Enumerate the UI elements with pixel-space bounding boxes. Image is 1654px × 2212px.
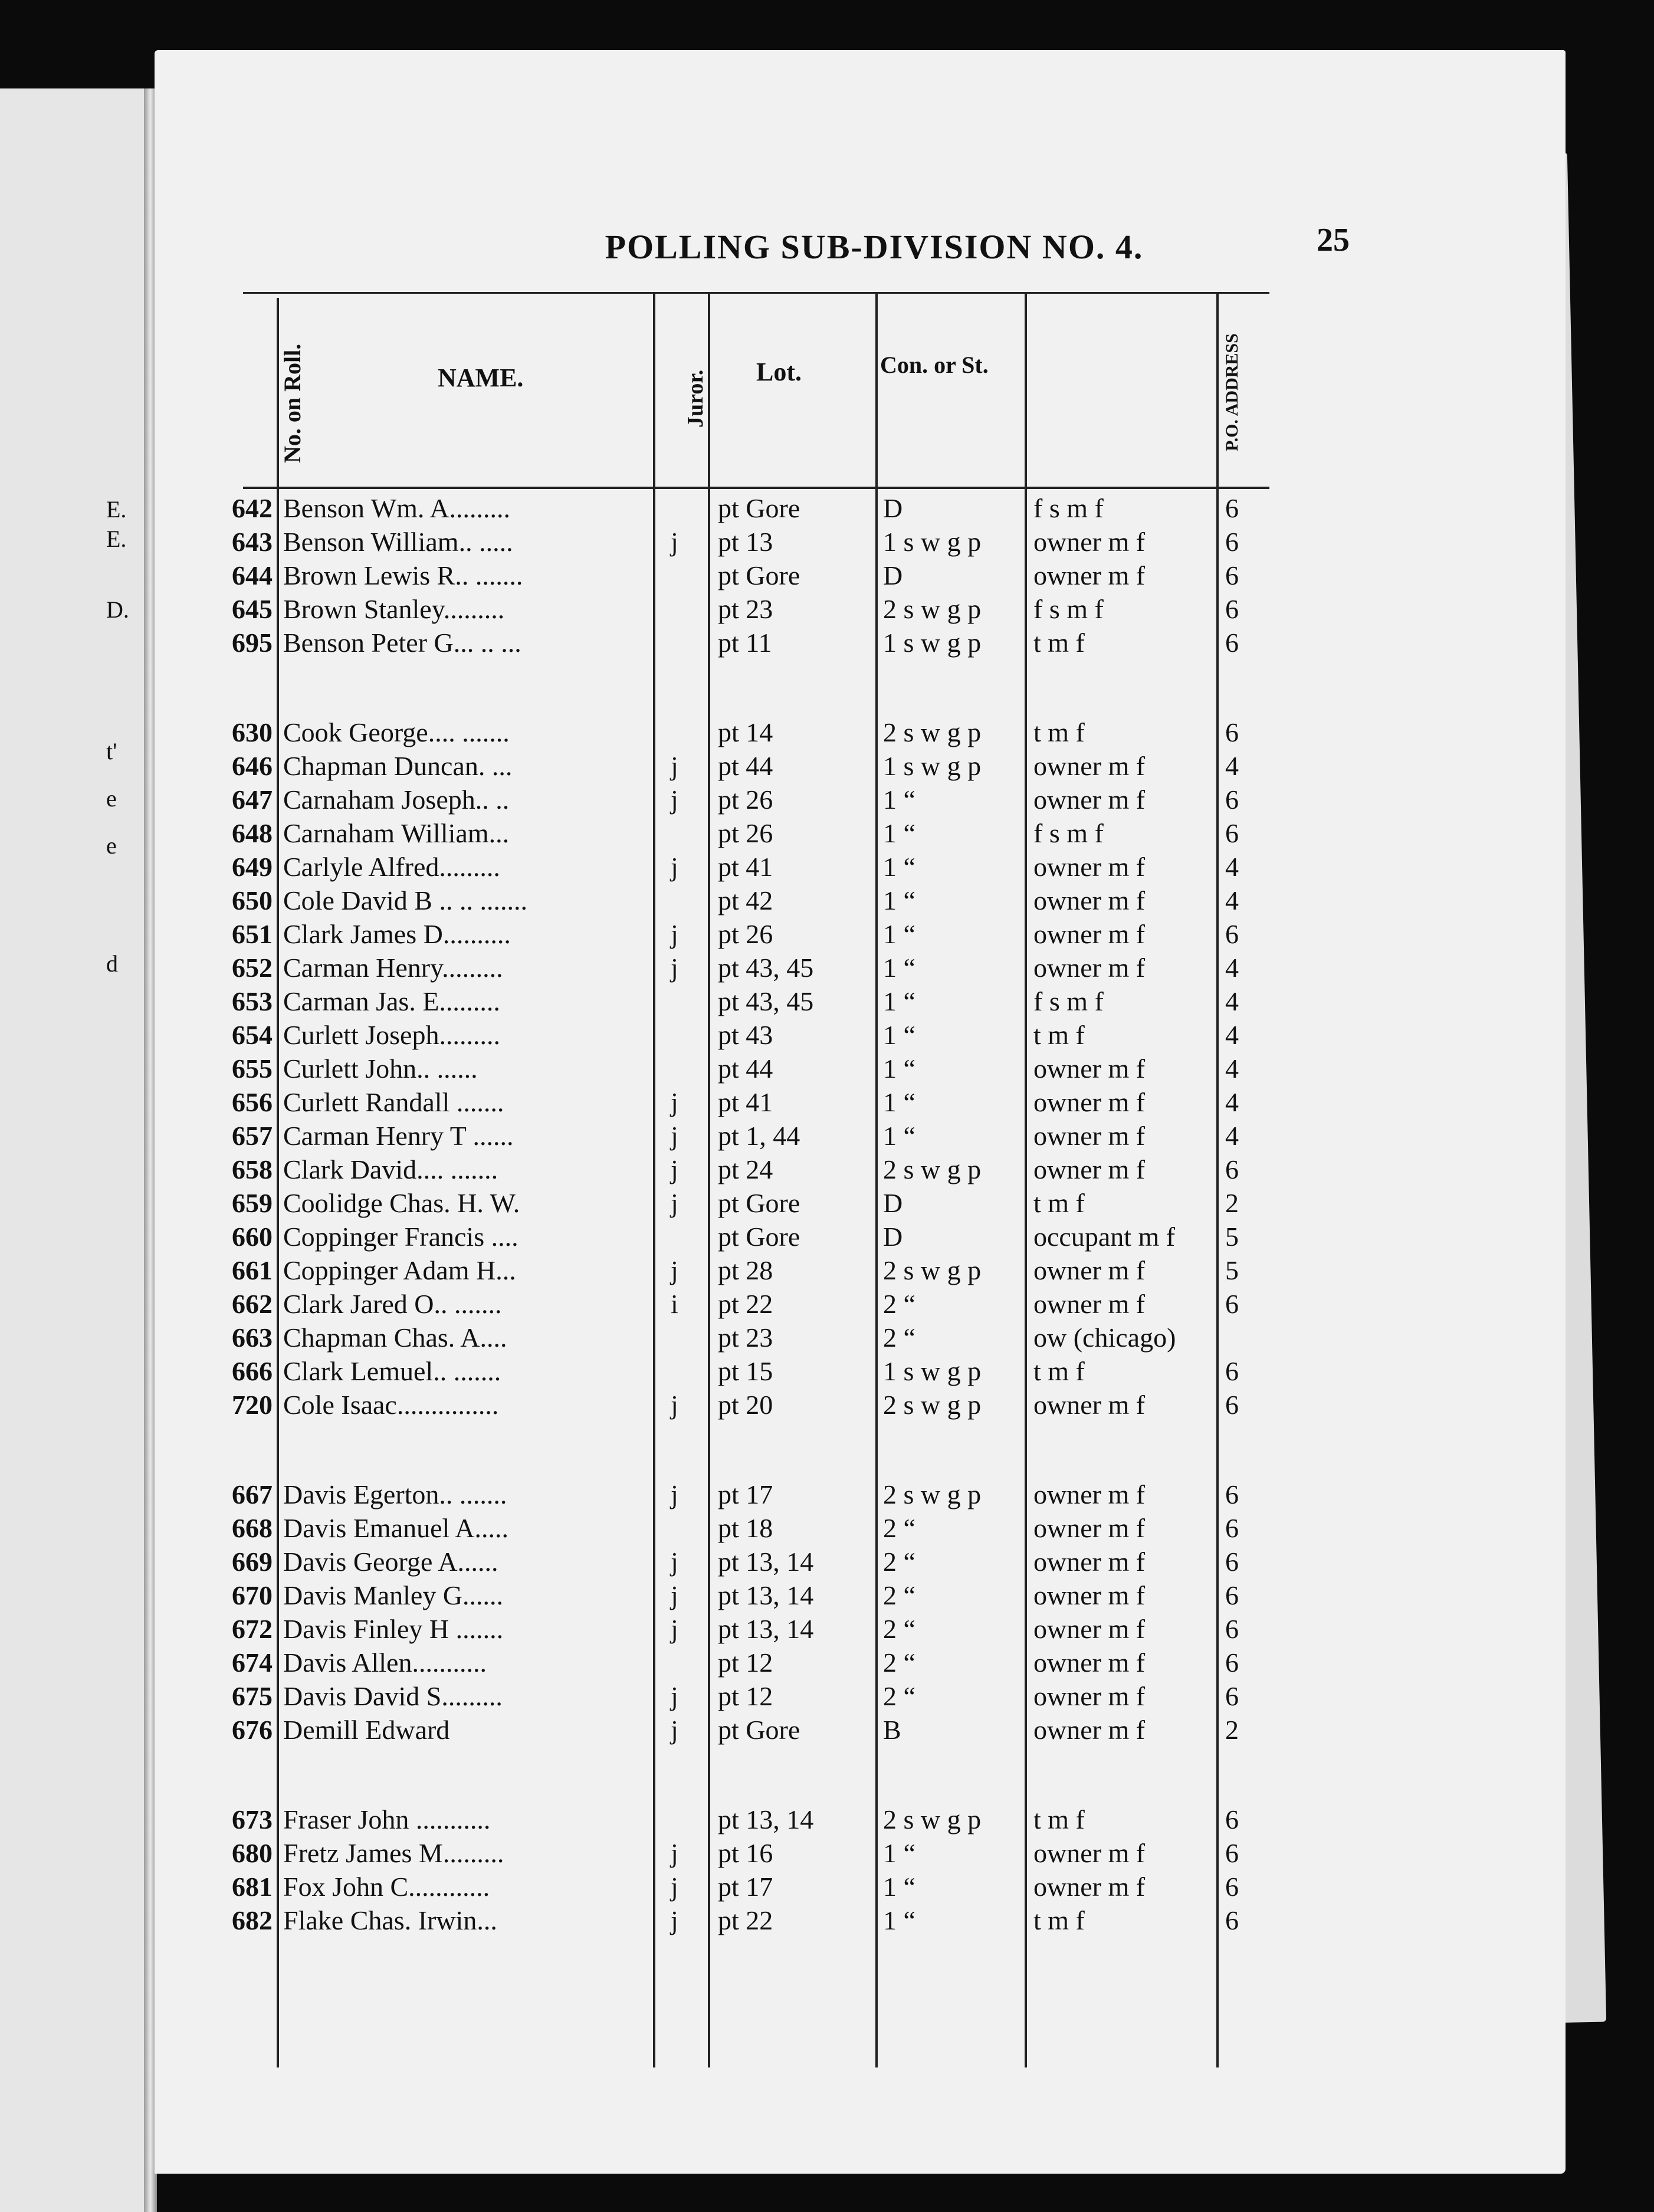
- roll-number: 695: [232, 628, 273, 658]
- po-address-value: 6: [1225, 1681, 1239, 1711]
- status-value: ow (chicago): [1033, 1322, 1176, 1353]
- roll-number: 676: [232, 1715, 273, 1745]
- concession-value: 2 s w g p: [883, 1255, 982, 1285]
- roll-number: 652: [232, 953, 273, 983]
- roll-number: 630: [232, 717, 273, 747]
- voter-name: Carnaham Joseph.. ..: [283, 785, 510, 815]
- concession-value: 1 “: [883, 1087, 915, 1117]
- po-address-value: 6: [1225, 717, 1239, 747]
- roll-number: 668: [232, 1513, 273, 1543]
- juror-mark: j: [671, 1715, 678, 1745]
- voter-name: Curlett Joseph.........: [283, 1020, 500, 1050]
- juror-mark: j: [671, 1905, 678, 1935]
- po-address-value: 6: [1225, 527, 1239, 557]
- concession-value: 1 “: [883, 1905, 915, 1935]
- roll-number: 661: [232, 1255, 273, 1285]
- voter-name: Brown Stanley.........: [283, 594, 505, 624]
- lot-value: pt 11: [718, 628, 772, 658]
- left-page-text-fragment: e: [106, 832, 117, 859]
- lot-value: pt 12: [718, 1647, 773, 1678]
- po-address-value: 4: [1225, 986, 1239, 1016]
- lot-value: pt 15: [718, 1356, 773, 1386]
- voter-name: Cole David B .. .. .......: [283, 885, 527, 915]
- status-value: owner m f: [1033, 1715, 1146, 1745]
- juror-mark: j: [671, 1681, 678, 1711]
- status-value: t m f: [1033, 1356, 1085, 1386]
- concession-value: B: [883, 1715, 901, 1745]
- voter-name: Coolidge Chas. H. W.: [283, 1188, 520, 1218]
- lot-value: pt 12: [718, 1681, 773, 1711]
- concession-value: 1 s w g p: [883, 527, 982, 557]
- roll-number: 660: [232, 1222, 273, 1252]
- voter-name: Coppinger Francis ....: [283, 1222, 518, 1252]
- voter-name: Clark David.... .......: [283, 1154, 498, 1184]
- lot-value: pt 43: [718, 1020, 773, 1050]
- juror-mark: j: [671, 919, 678, 949]
- lot-value: pt Gore: [718, 493, 800, 523]
- concession-value: 2 “: [883, 1547, 915, 1577]
- rule-after-juror: [708, 292, 710, 2067]
- juror-mark: j: [671, 852, 678, 882]
- concession-value: 2 s w g p: [883, 1154, 982, 1184]
- po-address-value: 5: [1225, 1222, 1239, 1252]
- concession-value: 1 “: [883, 1121, 915, 1151]
- left-page-text-fragment: d: [106, 950, 118, 977]
- roll-number: 648: [232, 818, 273, 848]
- status-value: owner m f: [1033, 1087, 1146, 1117]
- col-no-on-roll: No. on Roll.: [279, 343, 306, 463]
- voter-name: Cole Isaac...............: [283, 1390, 499, 1420]
- po-address-value: 6: [1225, 1905, 1239, 1935]
- lot-value: pt 22: [718, 1905, 773, 1935]
- lot-value: pt 26: [718, 919, 773, 949]
- status-value: f s m f: [1033, 493, 1104, 523]
- status-value: owner m f: [1033, 1121, 1146, 1151]
- po-address-value: 4: [1225, 953, 1239, 983]
- roll-number: 663: [232, 1322, 273, 1353]
- roll-number: 670: [232, 1580, 273, 1610]
- po-address-value: 6: [1225, 594, 1239, 624]
- concession-value: 2 s w g p: [883, 1804, 982, 1834]
- po-address-value: 6: [1225, 1580, 1239, 1610]
- juror-mark: j: [671, 1838, 678, 1868]
- po-address-value: 5: [1225, 1255, 1239, 1285]
- roll-number: 674: [232, 1647, 273, 1678]
- roll-number: 654: [232, 1020, 273, 1050]
- roll-number: 658: [232, 1154, 273, 1184]
- po-address-value: 6: [1225, 1804, 1239, 1834]
- concession-value: 1 s w g p: [883, 1356, 982, 1386]
- voter-name: Carman Jas. E.........: [283, 986, 500, 1016]
- juror-mark: j: [671, 1087, 678, 1117]
- concession-value: 1 “: [883, 1054, 915, 1084]
- status-value: owner m f: [1033, 527, 1146, 557]
- roll-number: 680: [232, 1838, 273, 1868]
- lot-value: pt 13, 14: [718, 1547, 814, 1577]
- status-value: owner m f: [1033, 919, 1146, 949]
- po-address-value: 2: [1225, 1188, 1239, 1218]
- lot-value: pt 43, 45: [718, 986, 814, 1016]
- po-address-value: 6: [1225, 628, 1239, 658]
- po-address-value: 6: [1225, 1647, 1239, 1678]
- lot-value: pt 41: [718, 852, 773, 882]
- status-value: t m f: [1033, 1905, 1085, 1935]
- concession-value: 2 “: [883, 1647, 915, 1678]
- status-value: owner m f: [1033, 785, 1146, 815]
- rule-after-lot: [875, 292, 878, 2067]
- rule-after-no: [277, 298, 279, 2067]
- roll-number: 653: [232, 986, 273, 1016]
- roll-number: 672: [232, 1614, 273, 1644]
- roll-number: 655: [232, 1054, 273, 1084]
- voter-name: Chapman Duncan. ...: [283, 751, 513, 781]
- roll-number: 659: [232, 1188, 273, 1218]
- status-value: t m f: [1033, 628, 1085, 658]
- col-po-address: P.O. ADDRESS: [1222, 333, 1242, 451]
- document-page: [155, 50, 1566, 2174]
- lot-value: pt 16: [718, 1838, 773, 1868]
- juror-mark: j: [671, 1479, 678, 1509]
- lot-value: pt 22: [718, 1289, 773, 1319]
- concession-value: D: [883, 493, 903, 523]
- juror-mark: j: [671, 1580, 678, 1610]
- po-address-value: 4: [1225, 1121, 1239, 1151]
- roll-number: 656: [232, 1087, 273, 1117]
- voter-name: Fraser John ...........: [283, 1804, 491, 1834]
- juror-mark: j: [671, 1390, 678, 1420]
- concession-value: 2 s w g p: [883, 1479, 982, 1509]
- voter-name: Chapman Chas. A....: [283, 1322, 507, 1353]
- roll-number: 649: [232, 852, 273, 882]
- voter-name: Davis Manley G......: [283, 1580, 504, 1610]
- concession-value: 2 “: [883, 1614, 915, 1644]
- voter-name: Fox John C............: [283, 1872, 490, 1902]
- status-value: owner m f: [1033, 1154, 1146, 1184]
- lot-value: pt 14: [718, 717, 773, 747]
- left-page-text-fragment: D.: [106, 596, 129, 623]
- status-value: t m f: [1033, 1020, 1085, 1050]
- page-header: POLLING SUB-DIVISION NO. 4.: [605, 228, 1144, 266]
- rule-before-po: [1216, 292, 1219, 2067]
- roll-number: 646: [232, 751, 273, 781]
- concession-value: 1 “: [883, 986, 915, 1016]
- col-juror: Juror.: [683, 369, 708, 428]
- left-page-text-fragment: E.: [106, 496, 127, 523]
- lot-value: pt 44: [718, 751, 773, 781]
- roll-number: 673: [232, 1804, 273, 1834]
- status-value: t m f: [1033, 1188, 1085, 1218]
- status-value: owner m f: [1033, 1255, 1146, 1285]
- status-value: owner m f: [1033, 1054, 1146, 1084]
- lot-value: pt 23: [718, 1322, 773, 1353]
- po-address-value: 6: [1225, 1479, 1239, 1509]
- status-value: owner m f: [1033, 885, 1146, 915]
- rule-after-con: [1025, 292, 1027, 2067]
- lot-value: pt Gore: [718, 1222, 800, 1252]
- voter-name: Demill Edward: [283, 1715, 450, 1745]
- roll-number: 644: [232, 560, 273, 590]
- juror-mark: j: [671, 1547, 678, 1577]
- status-value: owner m f: [1033, 1614, 1146, 1644]
- voter-name: Davis George A......: [283, 1547, 498, 1577]
- voter-name: Cook George.... .......: [283, 717, 510, 747]
- juror-mark: j: [671, 1614, 678, 1644]
- po-address-value: 6: [1225, 785, 1239, 815]
- status-value: t m f: [1033, 717, 1085, 747]
- voter-name: Davis Egerton.. .......: [283, 1479, 507, 1509]
- roll-number: 651: [232, 919, 273, 949]
- concession-value: 2 “: [883, 1681, 915, 1711]
- roll-number: 657: [232, 1121, 273, 1151]
- concession-value: 1 “: [883, 1020, 915, 1050]
- status-value: owner m f: [1033, 953, 1146, 983]
- lot-value: pt 17: [718, 1479, 773, 1509]
- voter-name: Carman Henry.........: [283, 953, 503, 983]
- lot-value: pt 41: [718, 1087, 773, 1117]
- juror-mark: j: [671, 953, 678, 983]
- po-address-value: 4: [1225, 852, 1239, 882]
- lot-value: pt 13, 14: [718, 1804, 814, 1834]
- voter-name: Brown Lewis R.. .......: [283, 560, 523, 590]
- voter-name: Clark James D..........: [283, 919, 511, 949]
- voter-name: Flake Chas. Irwin...: [283, 1905, 497, 1935]
- lot-value: pt 13, 14: [718, 1614, 814, 1644]
- lot-value: pt 1, 44: [718, 1121, 800, 1151]
- lot-value: pt 20: [718, 1390, 773, 1420]
- voter-name: Davis Allen...........: [283, 1647, 487, 1678]
- status-value: owner m f: [1033, 1872, 1146, 1902]
- juror-mark: j: [671, 1121, 678, 1151]
- concession-value: 1 “: [883, 919, 915, 949]
- lot-value: pt 13, 14: [718, 1580, 814, 1610]
- status-value: owner m f: [1033, 852, 1146, 882]
- lot-value: pt 43, 45: [718, 953, 814, 983]
- status-value: owner m f: [1033, 1479, 1146, 1509]
- concession-value: 1 “: [883, 953, 915, 983]
- col-name: NAME.: [438, 363, 524, 392]
- po-address-value: 6: [1225, 1513, 1239, 1543]
- left-page-fragment: [0, 88, 147, 2212]
- concession-value: 2 s w g p: [883, 717, 982, 747]
- juror-mark: j: [671, 1154, 678, 1184]
- voter-name: Curlett Randall .......: [283, 1087, 504, 1117]
- concession-value: 2 “: [883, 1580, 915, 1610]
- po-address-value: 6: [1225, 493, 1239, 523]
- po-address-value: 4: [1225, 1054, 1239, 1084]
- concession-value: 2 s w g p: [883, 594, 982, 624]
- po-address-value: 6: [1225, 1289, 1239, 1319]
- left-page-text-fragment: t': [106, 738, 117, 764]
- header-bottom-rule: [243, 487, 1269, 489]
- po-address-value: 6: [1225, 1872, 1239, 1902]
- col-con-or-st: Con. or St.: [880, 352, 989, 378]
- concession-value: 1 “: [883, 1872, 915, 1902]
- concession-value: 2 “: [883, 1513, 915, 1543]
- status-value: owner m f: [1033, 1289, 1146, 1319]
- roll-number: 642: [232, 493, 273, 523]
- concession-value: 1 “: [883, 785, 915, 815]
- voter-name: Benson William.. .....: [283, 527, 513, 557]
- status-value: owner m f: [1033, 751, 1146, 781]
- voter-name: Carman Henry T ......: [283, 1121, 514, 1151]
- concession-value: 1 “: [883, 885, 915, 915]
- status-value: owner m f: [1033, 1647, 1146, 1678]
- lot-value: pt 26: [718, 818, 773, 848]
- roll-number: 645: [232, 594, 273, 624]
- po-address-value: 6: [1225, 1356, 1239, 1386]
- lot-value: pt 42: [718, 885, 773, 915]
- concession-value: 1 s w g p: [883, 751, 982, 781]
- po-address-value: 4: [1225, 1020, 1239, 1050]
- status-value: owner m f: [1033, 1547, 1146, 1577]
- voter-name: Benson Wm. A.........: [283, 493, 511, 523]
- status-value: f s m f: [1033, 594, 1104, 624]
- status-value: owner m f: [1033, 1838, 1146, 1868]
- concession-value: 2 “: [883, 1322, 915, 1353]
- status-value: owner m f: [1033, 1390, 1146, 1420]
- status-value: owner m f: [1033, 1513, 1146, 1543]
- po-address-value: 4: [1225, 751, 1239, 781]
- concession-value: D: [883, 1222, 903, 1252]
- rule-after-name: [653, 292, 655, 2067]
- roll-number: 647: [232, 785, 273, 815]
- concession-value: 1 s w g p: [883, 628, 982, 658]
- roll-number: 675: [232, 1681, 273, 1711]
- lot-value: pt 28: [718, 1255, 773, 1285]
- roll-number: 667: [232, 1479, 273, 1509]
- po-address-value: 6: [1225, 560, 1239, 590]
- lot-value: pt Gore: [718, 560, 800, 590]
- juror-mark: i: [671, 1289, 678, 1319]
- voter-name: Benson Peter G... .. ...: [283, 628, 521, 658]
- roll-number: 650: [232, 885, 273, 915]
- status-value: f s m f: [1033, 986, 1104, 1016]
- po-address-value: 6: [1225, 818, 1239, 848]
- po-address-value: 6: [1225, 1390, 1239, 1420]
- lot-value: pt 24: [718, 1154, 773, 1184]
- po-address-value: 6: [1225, 1614, 1239, 1644]
- juror-mark: j: [671, 1188, 678, 1218]
- concession-value: 2 s w g p: [883, 1390, 982, 1420]
- roll-number: 662: [232, 1289, 273, 1319]
- po-address-value: 6: [1225, 1547, 1239, 1577]
- lot-value: pt 26: [718, 785, 773, 815]
- status-value: occupant m f: [1033, 1222, 1176, 1252]
- voter-name: Coppinger Adam H...: [283, 1255, 516, 1285]
- juror-mark: j: [671, 1255, 678, 1285]
- lot-value: pt 18: [718, 1513, 773, 1543]
- status-value: owner m f: [1033, 1580, 1146, 1610]
- po-address-value: 2: [1225, 1715, 1239, 1745]
- po-address-value: 6: [1225, 919, 1239, 949]
- concession-value: 1 “: [883, 818, 915, 848]
- col-lot: Lot.: [756, 357, 802, 386]
- status-value: t m f: [1033, 1804, 1085, 1834]
- roll-number: 669: [232, 1547, 273, 1577]
- voter-name: Carnaham William...: [283, 818, 510, 848]
- lot-value: pt Gore: [718, 1188, 800, 1218]
- voter-name: Clark Lemuel.. .......: [283, 1356, 501, 1386]
- roll-number: 643: [232, 527, 273, 557]
- concession-value: 1 “: [883, 852, 915, 882]
- page-number: 25: [1317, 222, 1350, 258]
- juror-mark: j: [671, 751, 678, 781]
- lot-value: pt Gore: [718, 1715, 800, 1745]
- concession-value: D: [883, 560, 903, 590]
- lot-value: pt 23: [718, 594, 773, 624]
- po-address-value: 4: [1225, 1087, 1239, 1117]
- lot-value: pt 17: [718, 1872, 773, 1902]
- voter-name: Curlett John.. ......: [283, 1054, 478, 1084]
- voter-name: Davis Finley H .......: [283, 1614, 504, 1644]
- voter-name: Fretz James M.........: [283, 1838, 504, 1868]
- status-value: owner m f: [1033, 560, 1146, 590]
- concession-value: 1 “: [883, 1838, 915, 1868]
- juror-mark: j: [671, 527, 678, 557]
- roll-number: 720: [232, 1390, 273, 1420]
- status-value: f s m f: [1033, 818, 1104, 848]
- status-value: owner m f: [1033, 1681, 1146, 1711]
- roll-number: 666: [232, 1356, 273, 1386]
- concession-value: D: [883, 1188, 903, 1218]
- roll-number: 681: [232, 1872, 273, 1902]
- juror-mark: j: [671, 1872, 678, 1902]
- left-page-text-fragment: E.: [106, 526, 127, 552]
- voter-name: Carlyle Alfred.........: [283, 852, 500, 882]
- concession-value: 2 “: [883, 1289, 915, 1319]
- po-address-value: 6: [1225, 1154, 1239, 1184]
- lot-value: pt 13: [718, 527, 773, 557]
- po-address-value: 4: [1225, 885, 1239, 915]
- lot-value: pt 44: [718, 1054, 773, 1084]
- voter-name: Davis David S.........: [283, 1681, 503, 1711]
- juror-mark: j: [671, 785, 678, 815]
- header-top-rule: [243, 292, 1269, 294]
- po-address-value: 6: [1225, 1838, 1239, 1868]
- roll-number: 682: [232, 1905, 273, 1935]
- left-page-text-fragment: e: [106, 785, 117, 812]
- voter-name: Clark Jared O.. .......: [283, 1289, 502, 1319]
- voter-name: Davis Emanuel A.....: [283, 1513, 508, 1543]
